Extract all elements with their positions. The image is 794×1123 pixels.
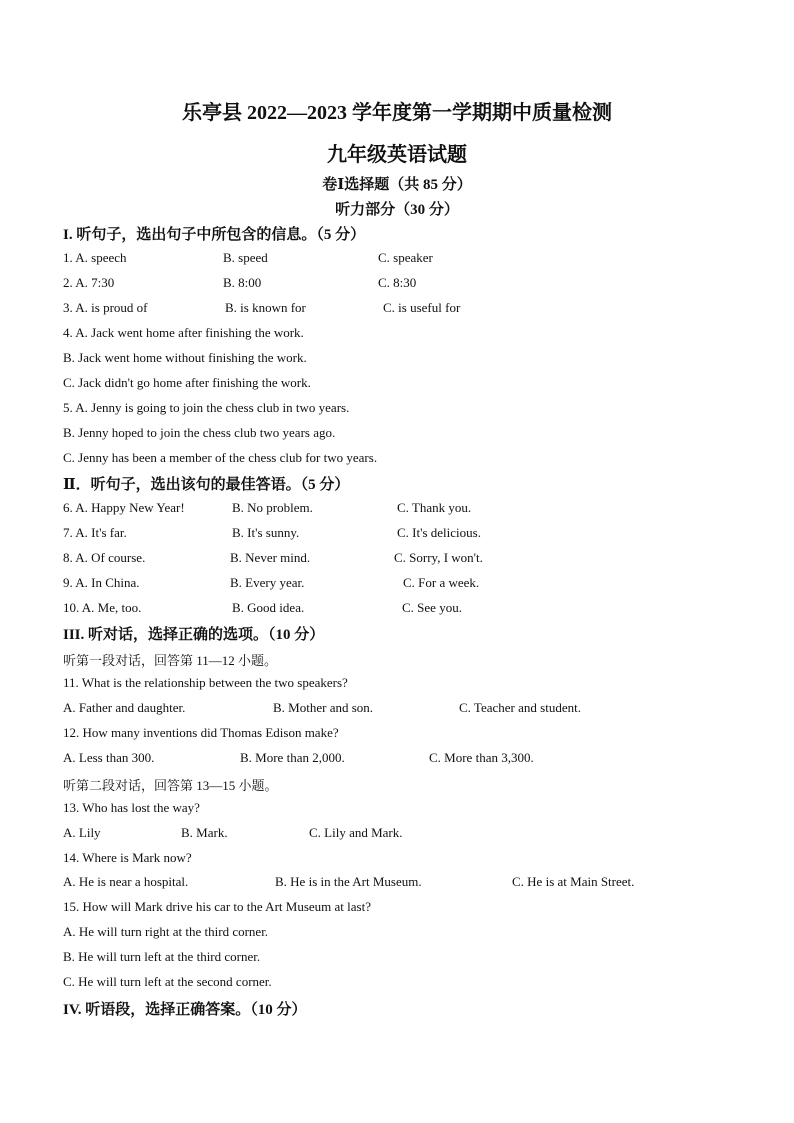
q3-option-a: 3. A. is proud of: [63, 300, 148, 315]
q8-option-b: B. Never mind.: [230, 550, 311, 565]
q6-option-c: C. Thank you.: [397, 500, 472, 515]
q12-stem: 12. How many inventions did Thomas Edison make?: [63, 725, 339, 740]
volume-heading: 卷Ⅰ选择题（共 85 分）: [322, 177, 472, 193]
q8-option-c: C. Sorry, I won't.: [394, 550, 483, 565]
q14-option-a: A. He is near a hospital.: [63, 874, 189, 889]
q5-option-c: C. Jenny has been a member of the chess club for two years.: [63, 450, 378, 465]
q7-option-c: C. It's delicious.: [397, 525, 481, 540]
q12-option-a: A. Less than 300.: [63, 750, 155, 765]
listening-part-heading: 听力部分（30 分）: [335, 202, 459, 218]
section-4-heading: IV. 听语段，选择正确答案。（10 分）: [63, 1002, 307, 1018]
q7-option-b: B. It's sunny.: [232, 525, 300, 540]
dialog-1-instruction: 听第一段对话，回答第 11—12 小题。: [63, 653, 278, 668]
q10-option-b: B. Good idea.: [232, 600, 305, 615]
q1-option-b: B. speed: [223, 250, 268, 265]
q4-option-c: C. Jack didn't go home after finishing the work.: [63, 375, 311, 390]
q15-option-b: B. He will turn left at the third corner.: [63, 949, 261, 964]
q15-stem: 15. How will Mark drive his car to the Art Museum at last?: [63, 899, 371, 914]
q14-stem: 14. Where is Mark now?: [63, 850, 192, 865]
q15-option-c: C. He will turn left at the second corner.: [63, 974, 272, 989]
q3-option-b: B. is known for: [225, 300, 306, 315]
section-3-heading: III. 听对话，选择正确的选项。（10 分）: [63, 627, 325, 643]
exam-title: 乐亭县 2022—2023 学年度第一学期期中质量检测: [182, 102, 612, 124]
q8-option-a: 8. A. Of course.: [63, 550, 146, 565]
q15-option-a: A. He will turn right at the third corner.: [63, 924, 269, 939]
section-1-heading: I. 听句子，选出句子中所包含的信息。（5 分）: [63, 227, 366, 243]
q13-option-a: A. Lily: [63, 825, 101, 840]
q11-option-c: C. Teacher and student.: [459, 700, 581, 715]
dialog-2-instruction: 听第二段对话，回答第 13—15 小题。: [63, 778, 278, 793]
q13-option-c: C. Lily and Mark.: [309, 825, 403, 840]
q11-stem: 11. What is the relationship between the two speakers?: [63, 675, 348, 690]
q3-option-c: C. is useful for: [383, 300, 461, 315]
q10-option-c: C. See you.: [402, 600, 462, 615]
q11-option-b: B. Mother and son.: [273, 700, 374, 715]
q14-option-c: C. He is at Main Street.: [512, 874, 635, 889]
q9-option-c: C. For a week.: [403, 575, 480, 590]
q13-option-b: B. Mark.: [181, 825, 228, 840]
q13-stem: 13. Who has lost the way?: [63, 800, 200, 815]
q5-option-b: B. Jenny hoped to join the chess club two years ago.: [63, 425, 336, 440]
q5-option-a: 5. A. Jenny is going to join the chess club in two years.: [63, 400, 350, 415]
q2-option-a: 2. A. 7:30: [63, 275, 115, 290]
q14-option-b: B. He is in the Art Museum.: [275, 874, 422, 889]
q9-option-b: B. Every year.: [230, 575, 305, 590]
q7-option-a: 7. A. It's far.: [63, 525, 127, 540]
q6-option-b: B. No problem.: [232, 500, 313, 515]
q2-option-b: B. 8:00: [223, 275, 262, 290]
q2-option-c: C. 8:30: [378, 275, 417, 290]
q1-option-a: 1. A. speech: [63, 250, 127, 265]
q4-option-a: 4. A. Jack went home after finishing the work.: [63, 325, 304, 340]
q12-option-b: B. More than 2,000.: [240, 750, 345, 765]
q6-option-a: 6. A. Happy New Year!: [63, 500, 185, 515]
q9-option-a: 9. A. In China.: [63, 575, 140, 590]
section-2-heading: Ⅱ．听句子，选出该句的最佳答语。（5 分）: [63, 477, 350, 493]
q12-option-c: C. More than 3,300.: [429, 750, 534, 765]
q4-option-b: B. Jack went home without finishing the work.: [63, 350, 307, 365]
q11-option-a: A. Father and daughter.: [63, 700, 186, 715]
q1-option-c: C. speaker: [378, 250, 433, 265]
exam-subtitle: 九年级英语试题: [327, 144, 467, 166]
q10-option-a: 10. A. Me, too.: [63, 600, 142, 615]
